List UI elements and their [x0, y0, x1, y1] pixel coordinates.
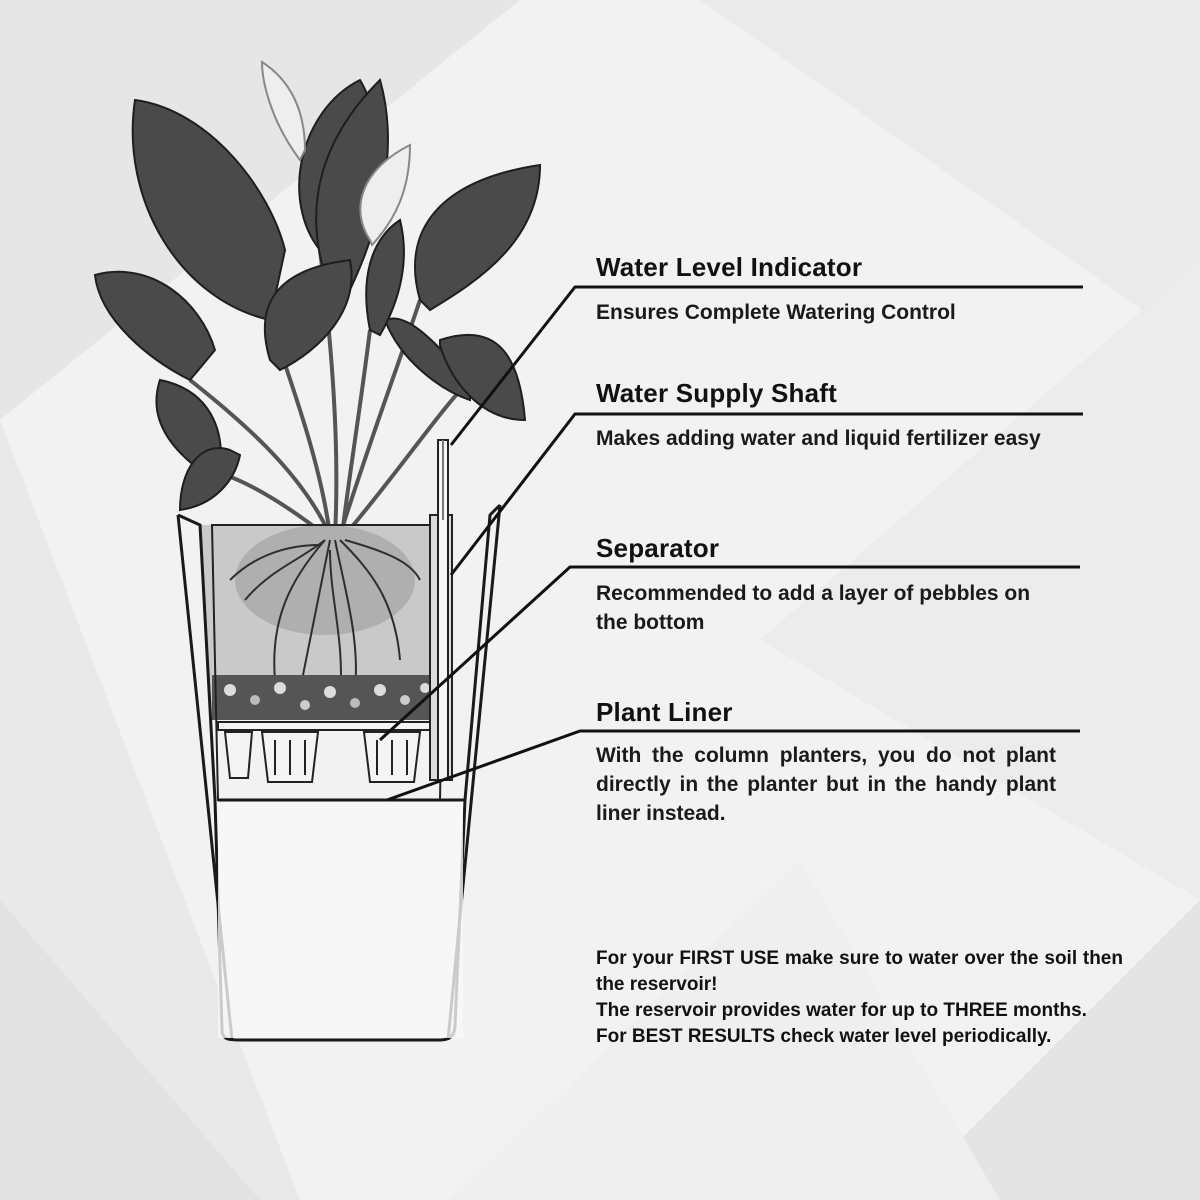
flower	[262, 62, 305, 160]
callout-description: Makes adding water and liquid fertilizer easy	[596, 427, 1041, 450]
note-line: The reservoir provides water for up to THREE months.	[596, 1000, 1087, 1021]
callout-description: Recommended to add a layer of pebbles on the bottom	[596, 582, 1031, 634]
callout-water-level-indicator	[596, 252, 1056, 327]
callout-separator	[596, 533, 1056, 637]
callout-description: With the column planters, you do not plant directly in the planter but in the handy plant liner instead.	[596, 744, 1056, 825]
separator	[218, 722, 433, 782]
note-line: For BEST RESULTS check water level periodically.	[596, 1026, 1052, 1047]
callout-title: Water Supply Shaft	[596, 378, 837, 408]
pebbles	[212, 675, 437, 720]
leaf	[95, 272, 215, 380]
usage-note	[596, 946, 1123, 1050]
note-line: For your FIRST USE make sure to water over the soil then the reservoir!	[596, 948, 1123, 995]
callout-title: Separator	[596, 533, 720, 563]
callout-description: Ensures Complete Watering Control	[596, 301, 956, 324]
callout-title: Water Level Indicator	[596, 252, 863, 282]
leaf	[415, 165, 540, 310]
callout-plant-liner	[596, 697, 1056, 828]
plant-leaves	[95, 62, 540, 535]
callout-water-supply-shaft	[596, 378, 1056, 453]
callout-title: Plant Liner	[596, 697, 733, 727]
water-supply-shaft	[430, 440, 452, 780]
